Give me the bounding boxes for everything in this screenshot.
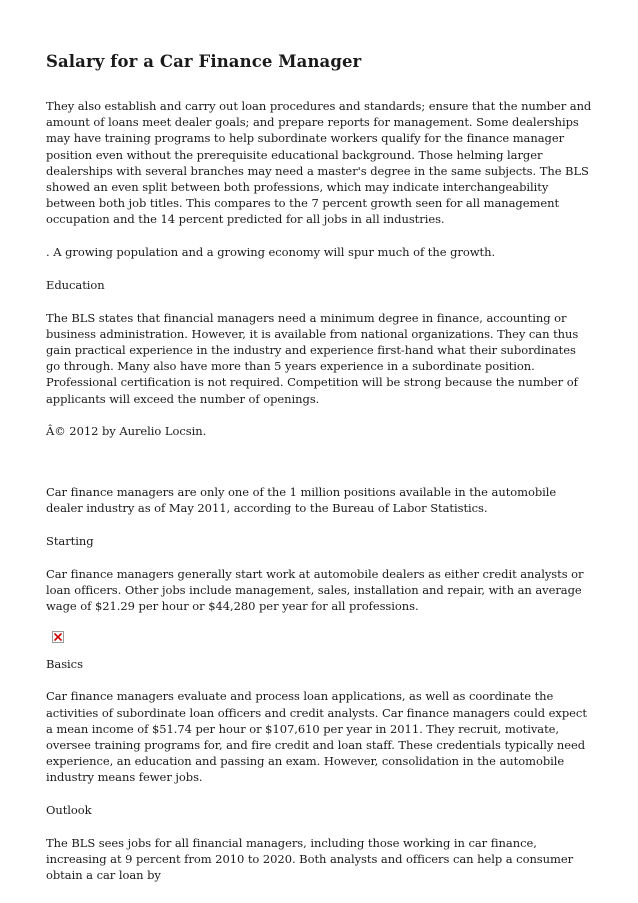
paragraph-intro: They also establish and carry out loan procedures and standards; ensure that the number and amount of loans meet dealer goals; and prepare reports for management. Some dealerships may have training programs to help subordinate workers qualify for the finance manager position even without the prerequisite educational background. Those helming larger dealerships with several branches may need a master's degree in the same subjects. The BLS showed an even split between both professions, which may indicate interchangeability between both job titles. This compares to the 7 percent growth seen for all management occupation and the 14 percent predicted for all jobs in all industries. bbox=[46, 99, 592, 227]
heading-education: Education bbox=[46, 277, 105, 292]
paragraph-growth: . A growing population and a growing economy will spur much of the growth. bbox=[46, 245, 496, 260]
heading-outlook: Outlook bbox=[46, 803, 92, 818]
paragraph-outlook: The BLS sees jobs for all financial managers, including those working in car finance, increasing at 9 percent from 2010 to 2020. Both analysts and officers can help a consumer obtain a car loan by bbox=[46, 835, 574, 883]
document-page bbox=[46, 52, 592, 900]
heading-basics: Basics bbox=[46, 656, 83, 671]
paragraph-basics: Car finance managers evaluate and process loan applications, as well as coordinate the activities of subordinate loan officers and credit analysts. Car finance managers could expect a mean income of $51.74 per hour or $107,610 per year in 2011. They recruit, motivate, oversee training programs for, and fire credit and loan staff. These credentials typically need experience, an education and passing an exam. However, consolidation in the automobile industry means fewer jobs. bbox=[46, 689, 587, 785]
paragraph-positions: Car finance managers are only one of the 1 million positions available in the automobile dealer industry as of May 2011, according to the Bureau of Labor Statistics. bbox=[46, 484, 557, 516]
copyright-line: Â© 2012 by Aurelio Locsin. bbox=[46, 424, 207, 439]
blank-space bbox=[46, 456, 592, 484]
broken-image-icon bbox=[52, 631, 64, 643]
heading-starting: Starting bbox=[46, 533, 94, 548]
paragraph-education: The BLS states that financial managers need a minimum degree in finance, accounting or business administration. However, it is available from national organizations. They can thus gain practical experience in the industry and experience first-hand what their subordinates go through. Many also have more than 5 years experience in a subordinate position. Professional certification is not required. Competition will be strong because the number of applicants will exceed the number of openings. bbox=[46, 310, 579, 406]
paragraph-starting: Car finance managers generally start work at automobile dealers as either credit analysts or loan officers. Other jobs include management, sales, installation and repair, with an average wage of $21.29 per hour or $44,280 per year for all professions. bbox=[46, 566, 584, 613]
document-title: Salary for a Car Finance Manager bbox=[46, 52, 362, 71]
